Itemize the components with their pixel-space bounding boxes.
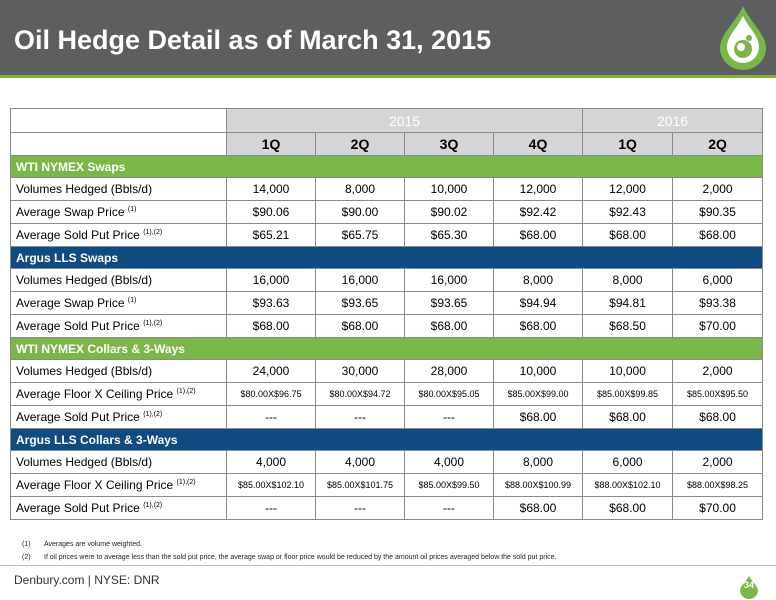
header-blank-cell [11,133,227,156]
value-cell: $93.65 [405,292,494,315]
value-cell: 2,000 [673,451,763,474]
footnote-1 [22,541,142,548]
table-row [11,497,763,520]
row-label: Average Sold Put Price [16,228,140,242]
row-label-cell [11,360,227,383]
footnote-ref: (1) [127,297,137,304]
row-label-cell [11,497,227,520]
value-cell: $68.00 [316,315,405,338]
value-cell: $65.75 [316,224,405,247]
value-cell: $88.00X$100.99 [494,474,583,497]
value-cell: $68.00 [583,406,673,429]
value-cell: $68.00 [494,497,583,520]
footnote-number: (1) [22,541,31,548]
value-cell: $68.00 [583,224,673,247]
value-cell: --- [316,406,405,429]
value-cell: $80.00X$95.05 [405,383,494,406]
value-cell: 8,000 [494,451,583,474]
value-cell: 12,000 [583,178,673,201]
value-cell: $68.50 [583,315,673,338]
oil-hedge-table [10,108,763,520]
value-cell: --- [227,406,316,429]
value-cell: $68.00 [405,315,494,338]
row-label-cell [11,474,227,497]
footnote-number: (2) [22,554,31,561]
section-title: WTI NYMEX Swaps [11,156,763,178]
value-cell: --- [227,497,316,520]
value-cell: 10,000 [583,360,673,383]
value-cell: 2,000 [673,178,763,201]
row-label: Average Swap Price [16,296,125,310]
value-cell: 24,000 [227,360,316,383]
section-header-row [11,429,763,451]
value-cell: $90.35 [673,201,763,224]
value-cell: $88.00X$98.25 [673,474,763,497]
value-cell: 16,000 [405,269,494,292]
footnote-ref: (1),(2) [176,388,196,395]
value-cell: $93.63 [227,292,316,315]
row-label: Average Swap Price [16,205,125,219]
quarter-header-row [11,133,763,156]
row-label: Volumes Hedged (Bbls/d) [16,273,153,287]
value-cell: 8,000 [494,269,583,292]
value-cell: $70.00 [673,497,763,520]
quarter-header: 1Q [227,133,316,156]
section-header-row [11,247,763,269]
quarter-header: 4Q [494,133,583,156]
section-title: Argus LLS Collars & 3-Ways [11,429,763,451]
year-header-2016: 2016 [583,109,763,133]
row-label: Average Sold Put Price [16,410,140,424]
value-cell: $85.00X$99.85 [583,383,673,406]
slide-header [0,0,776,75]
table-row [11,269,763,292]
row-label: Volumes Hedged (Bbls/d) [16,364,153,378]
table-row [11,224,763,247]
row-label-cell [11,224,227,247]
value-cell: $65.21 [227,224,316,247]
value-cell: $85.00X$102.10 [227,474,316,497]
footer-rule [0,565,776,566]
section-title: WTI NYMEX Collars & 3-Ways [11,338,763,360]
value-cell: $70.00 [673,315,763,338]
value-cell: $94.94 [494,292,583,315]
year-header-2015: 2015 [227,109,583,133]
value-cell: 30,000 [316,360,405,383]
row-label-cell [11,269,227,292]
footnote-ref: (1),(2) [143,229,163,236]
row-label-cell [11,315,227,338]
value-cell: 10,000 [405,178,494,201]
row-label-cell [11,201,227,224]
table-row [11,474,763,497]
footnote-ref: (1) [127,206,137,213]
value-cell: $80.00X$94.72 [316,383,405,406]
quarter-header: 3Q [405,133,494,156]
value-cell: 28,000 [405,360,494,383]
row-label: Volumes Hedged (Bbls/d) [16,182,153,196]
hedge-table-body [11,109,763,520]
row-label-cell [11,451,227,474]
table-row [11,451,763,474]
page-number: 34 [743,580,754,590]
value-cell: $94.81 [583,292,673,315]
value-cell: $85.00X$99.50 [405,474,494,497]
value-cell: --- [316,497,405,520]
footnote-ref: (1),(2) [143,411,163,418]
value-cell: $68.00 [494,406,583,429]
value-cell: $68.00 [494,315,583,338]
value-cell: $68.00 [673,224,763,247]
footer-site-ticker: Denbury.com | NYSE: DNR [14,573,160,587]
footnote-text: Averages are volume weighted. [44,541,142,548]
value-cell: 4,000 [405,451,494,474]
footnote-text: If oil prices were to average less than the sold put price, the average swap or floor price would be reduced by the amount oil prices averaged below the sold put price. [44,554,557,561]
value-cell: 10,000 [494,360,583,383]
value-cell: 6,000 [583,451,673,474]
value-cell: $90.06 [227,201,316,224]
value-cell: $88.00X$102.10 [583,474,673,497]
table-row [11,406,763,429]
section-header-row [11,156,763,178]
row-label: Volumes Hedged (Bbls/d) [16,455,153,469]
value-cell: 6,000 [673,269,763,292]
row-label: Average Sold Put Price [16,319,140,333]
value-cell: $68.00 [673,406,763,429]
row-label-cell [11,383,227,406]
value-cell: 8,000 [316,178,405,201]
table-row [11,315,763,338]
footnote-ref: (1),(2) [176,479,196,486]
footnote-ref: (1),(2) [143,502,163,509]
table-row [11,178,763,201]
value-cell: --- [405,497,494,520]
page-title: Oil Hedge Detail as of March 31, 2015 [14,25,492,55]
section-title: Argus LLS Swaps [11,247,763,269]
row-label-cell [11,178,227,201]
value-cell: $68.00 [583,497,673,520]
value-cell: $90.02 [405,201,494,224]
quarter-header: 2Q [673,133,763,156]
header-blank-cell [11,109,227,133]
section-header-row [11,338,763,360]
value-cell: 12,000 [494,178,583,201]
value-cell: 8,000 [583,269,673,292]
value-cell: $85.00X$95.50 [673,383,763,406]
table-row [11,292,763,315]
value-cell: $92.43 [583,201,673,224]
quarter-header: 1Q [583,133,673,156]
row-label-cell [11,406,227,429]
footnote-2 [22,554,556,561]
row-label: Average Floor X Ceiling Price [16,478,174,492]
value-cell: $93.65 [316,292,405,315]
value-cell: 4,000 [316,451,405,474]
value-cell: $65.30 [405,224,494,247]
value-cell: $85.00X$99.00 [494,383,583,406]
value-cell: $90.00 [316,201,405,224]
table-row [11,383,763,406]
value-cell: $93.38 [673,292,763,315]
value-cell: $85.00X$101.75 [316,474,405,497]
table-row [11,360,763,383]
row-label: Average Sold Put Price [16,501,140,515]
table-row [11,201,763,224]
footnote-ref: (1),(2) [143,320,163,327]
value-cell: $68.00 [494,224,583,247]
value-cell: 16,000 [227,269,316,292]
value-cell: 2,000 [673,360,763,383]
row-label: Average Floor X Ceiling Price [16,387,174,401]
value-cell: $68.00 [227,315,316,338]
value-cell: 4,000 [227,451,316,474]
value-cell: 16,000 [316,269,405,292]
value-cell: $80.00X$96.75 [227,383,316,406]
year-header-row [11,109,763,133]
value-cell: $92.42 [494,201,583,224]
denbury-drop-logo-icon [712,2,774,72]
row-label-cell [11,292,227,315]
value-cell: --- [405,406,494,429]
quarter-header: 2Q [316,133,405,156]
header-accent-rule [0,75,776,78]
value-cell: 14,000 [227,178,316,201]
